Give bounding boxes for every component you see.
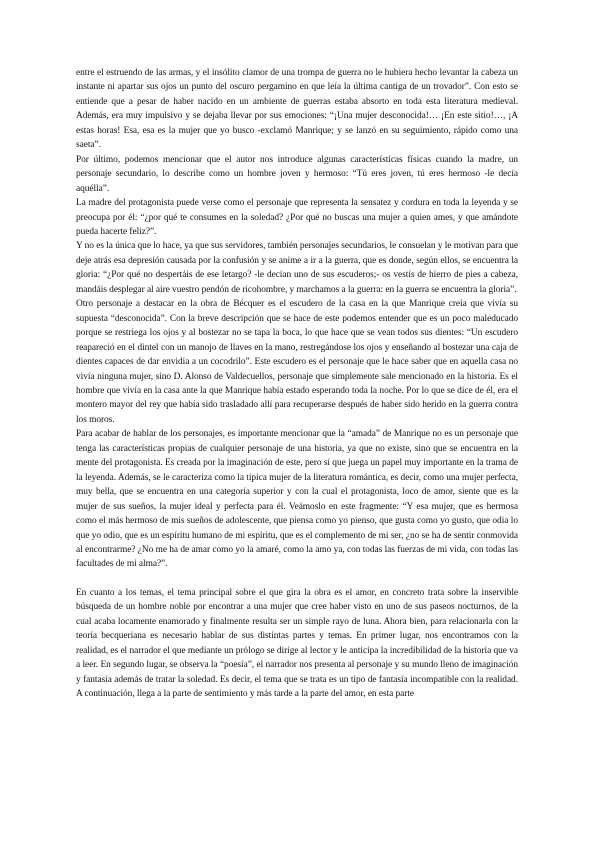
paragraph-manrique-temperament: entre el estruendo de las armas, y el insólito clamor de una trompa de guerra no le hubiera hecho levantar la cabeza un instante ni apartar sus ojos un punto del oscuro pergamino en que leía la última cantiga de un trovador”. Con esto se entiende que a pesar de haber nacido en un ambiente de guerras estaba absorto en toda esta literatura medieval. Además, era muy impulsivo y se dejaba llevar por sus emociones: “¡Una mujer desconocida!… ¡En este sitio!…, ¡A estas horas! Esa, esa es la mujer que yo busco -exclamó Manrique; y se lanzó en su seguimiento, rápido como una saeta”. [76, 68, 518, 151]
paragraph-beloved: Para acabar de hablar de los personajes, es importante mencionar que la “amada” de Manrique no es un personaje que tenga las características propias de cualquier personaje de una historia, ya que no existe, sino que se encuentra en la mente del protagonista. Es creada por la imaginación de este, pero sí que juega un papel muy importante en la trama de la leyenda. Además, se le caracteriza como la típica mujer de la literatura romántica, es decir, como una mujer perfecta, muy bella, que se encuentra en una categoría superior y con la cual el protagonista, loco de amor, siente que es la mujer de sus sueños, la mujer ideal y perfecta para él. Veámoslo en este fragmente: “Y esa mujer, que es hermosa como el más hermoso de mis sueños de adolescente, que piensa como yo pienso, que gusta como yo gusto, que odia lo que yo odio, que es un espíritu humano de mi espíritu, que es el complemento de mi ser, ¿no se ha de sentir conmovida al encontrarme? ¿No me ha de amar como yo la amaré, como la amo ya, con todas las fuerzas de mi vida, con todas las facultades de mi alma?”. [76, 429, 518, 570]
paragraph-physical-description: Por último, podemos mencionar que el autor nos introduce algunas características físicas cuando la madre, un personaje secundario, lo describe como un hombre joven y hermoso: “Tú eres joven, tú eres hermoso -le decía aquélla”. [76, 154, 518, 194]
paragraph-spacer [76, 572, 518, 586]
paragraph-themes: En cuanto a los temas, el tema principal sobre el que gira la obra es el amor, en concreto trata sobre la inservible búsqueda de un hombre noble por encontrar a una mujer que cree haber visto en uno de sus paseos nocturnos, de la cual acaba locamente enamorado y finalmente resulta ser un simple rayo de luna. Ahora bien, para relacionarla con la teoría becqueriana es necesario hablar de sus distintas partes y temas. En primer lugar, nos encontramos con la realidad, es el narrador el que mediante un prólogo se dirige al lector y le anticipa la incredibilidad de la historia que va a leer. En segundo lugar, se observa la “poesía”, el narrador nos presenta al personaje y su mundo lleno de imaginación y fantasía además de tratar la soledad. Es decir, el tema que se trata es un tipo de fantasía incompatible con la realidad. A continuación, llega a la parte de sentimiento y más tarde a la parte del amor, en esta parte [76, 587, 518, 700]
paragraph-squire: Otro personaje a destacar en la obra de Bécquer es el escudero de la casa en la que Manrique creía que vivía su supuesta “desconocida”. Con la breve descripción que se hace de este podemos entender que es un poco maleducado porque se restriega los ojos y al bostezar no se tapa la boca, lo que hace que se vean todos sus dientes: “Un escudero reapareció en el dintel con un manojo de llaves en la mano, restregándose los ojos y enseñando al bostezar una caja de dientes capaces de dar envidia a un cocodrilo”. Este escudero es el personaje que le hace saber que en aquella casa no vivía ninguna mujer, sino D. Alonso de Valdecuellos, personaje que simplemente sale mencionado en la historia. Es el hombre que vivía en la casa ante la que Manrique había estado esperando toda la noche. Por lo que se dice de él, era el montero mayor del rey que había sido trasladado allí para recuperarse después de haber sido herido en la guerra contra los moros. [76, 299, 518, 425]
paragraph-servants: Y no es la única que lo hace, ya que sus servidores, también personajes secundarios, le consuelan y le motivan para que deje atrás esa depresión causada por la confusión y se anime a ir a la guerra, que es donde, según ellos, se encuentra la gloria: “¿Por qué no despertáis de ese letargo? -le decían uno de sus escuderos;- os vestís de hierro de pies a cabeza, mandáis desplegar al aire vuestro pendón de ricohombre, y marchamos a la guerra: en la guerra se encuentra la gloria”. [76, 241, 518, 295]
paragraph-mother: La madre del protagonista puede verse como el personaje que representa la sensatez y cordura en toda la leyenda y se preocupa por él: “¿por qué te consumes en la soledad? ¿Por qué no buscas una mujer a quien ames, y que amándote pueda hacerte feliz?”. [76, 198, 518, 237]
